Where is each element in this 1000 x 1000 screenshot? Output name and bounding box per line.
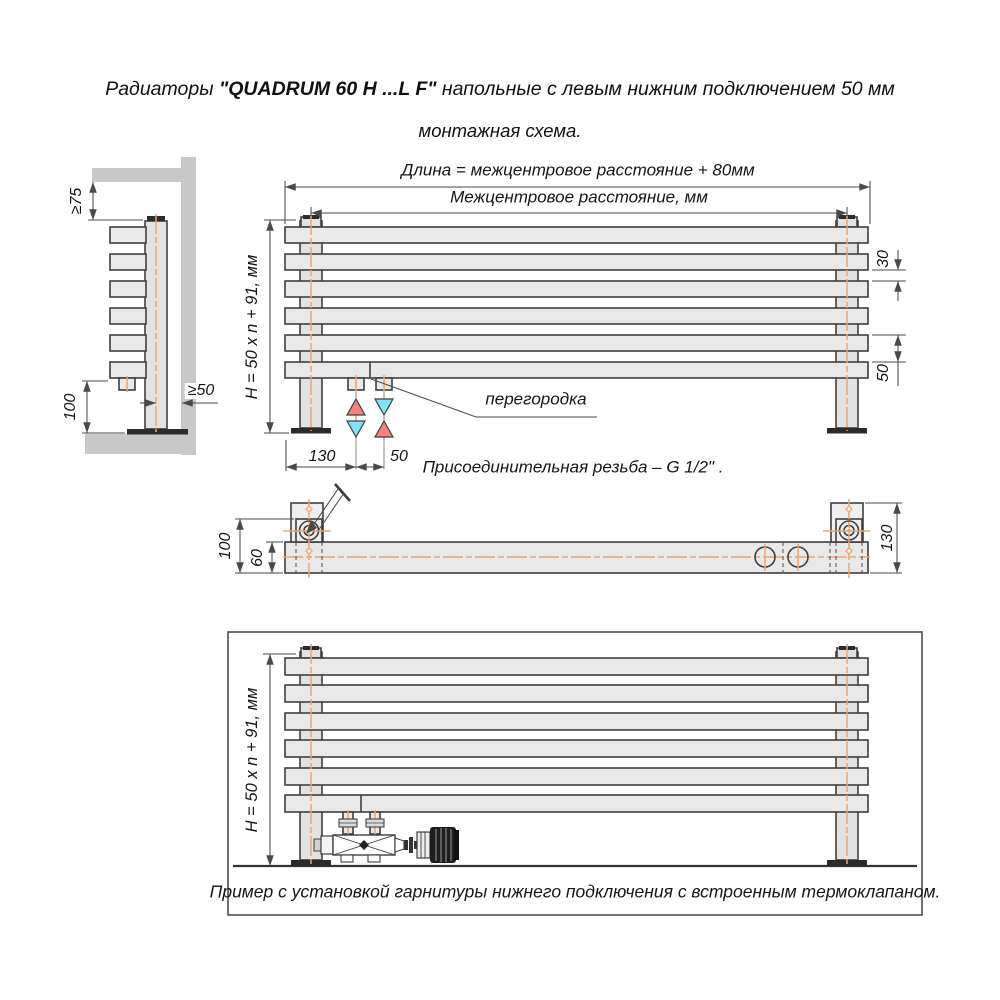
plan-depth-label: 100: [217, 532, 234, 560]
return-down-triangle-icon: [347, 421, 365, 437]
thermostatic-head: [417, 827, 459, 863]
wall: [181, 157, 196, 455]
page-title: [0, 78, 1000, 101]
side-wall-clearance-label: ≥50: [185, 383, 218, 399]
dim-length-label: Длина = межцентровое расстояние + 80мм: [401, 160, 755, 180]
side-floor-clearance-label: 100: [62, 393, 79, 421]
example-height-label: H = 50 x n + 91, мм: [242, 687, 261, 833]
bottom-connection-kit: [314, 810, 459, 863]
example-caption: Пример с установкой гарнитуры нижнего подключения с встроенным термоклапаном.: [209, 881, 941, 902]
title-model: "QUADRUM 60 H ...L F": [219, 78, 437, 100]
side-foot-plate: [127, 429, 188, 435]
example-view: [228, 632, 922, 915]
side-top-clearance-label: ≥75: [68, 187, 85, 215]
front-view: [264, 181, 906, 471]
dim-conn-spacing-label: 50: [390, 448, 408, 465]
side-view: [82, 157, 218, 455]
partition-label: перегородка: [485, 389, 587, 409]
plan-tube-depth-label: 60: [249, 549, 266, 567]
shelf: [92, 168, 181, 182]
flow-direction-icons: [347, 399, 393, 437]
title-prefix: Радиаторы: [105, 78, 219, 100]
dim-conn-offset-label: 130: [308, 448, 336, 465]
plan-foot-length-label: 130: [879, 524, 896, 552]
dim-tube-gap-label: 30: [875, 250, 892, 268]
dim-intercenter-label: Межцентровое расстояние, мм: [450, 187, 708, 207]
example-tubes: [285, 658, 868, 812]
plan-view: [235, 484, 902, 578]
floor: [85, 434, 196, 454]
radiator-tubes: [285, 227, 868, 378]
thread-note: Присоединительная резьба – G 1/2" .: [422, 457, 724, 477]
radiator-side-profile: [110, 214, 188, 435]
title-suffix: напольные с левым нижним подключением 50 мм: [436, 78, 895, 100]
return-down-triangle-icon: [375, 399, 393, 415]
page-subtitle: монтажная схема.: [418, 120, 582, 141]
dim-height-label: H = 50 x n + 91, мм: [242, 254, 261, 400]
supply-up-triangle-icon: [347, 399, 365, 415]
dim-tube-pitch-label: 50: [875, 364, 892, 382]
supply-up-triangle-icon: [375, 421, 393, 437]
